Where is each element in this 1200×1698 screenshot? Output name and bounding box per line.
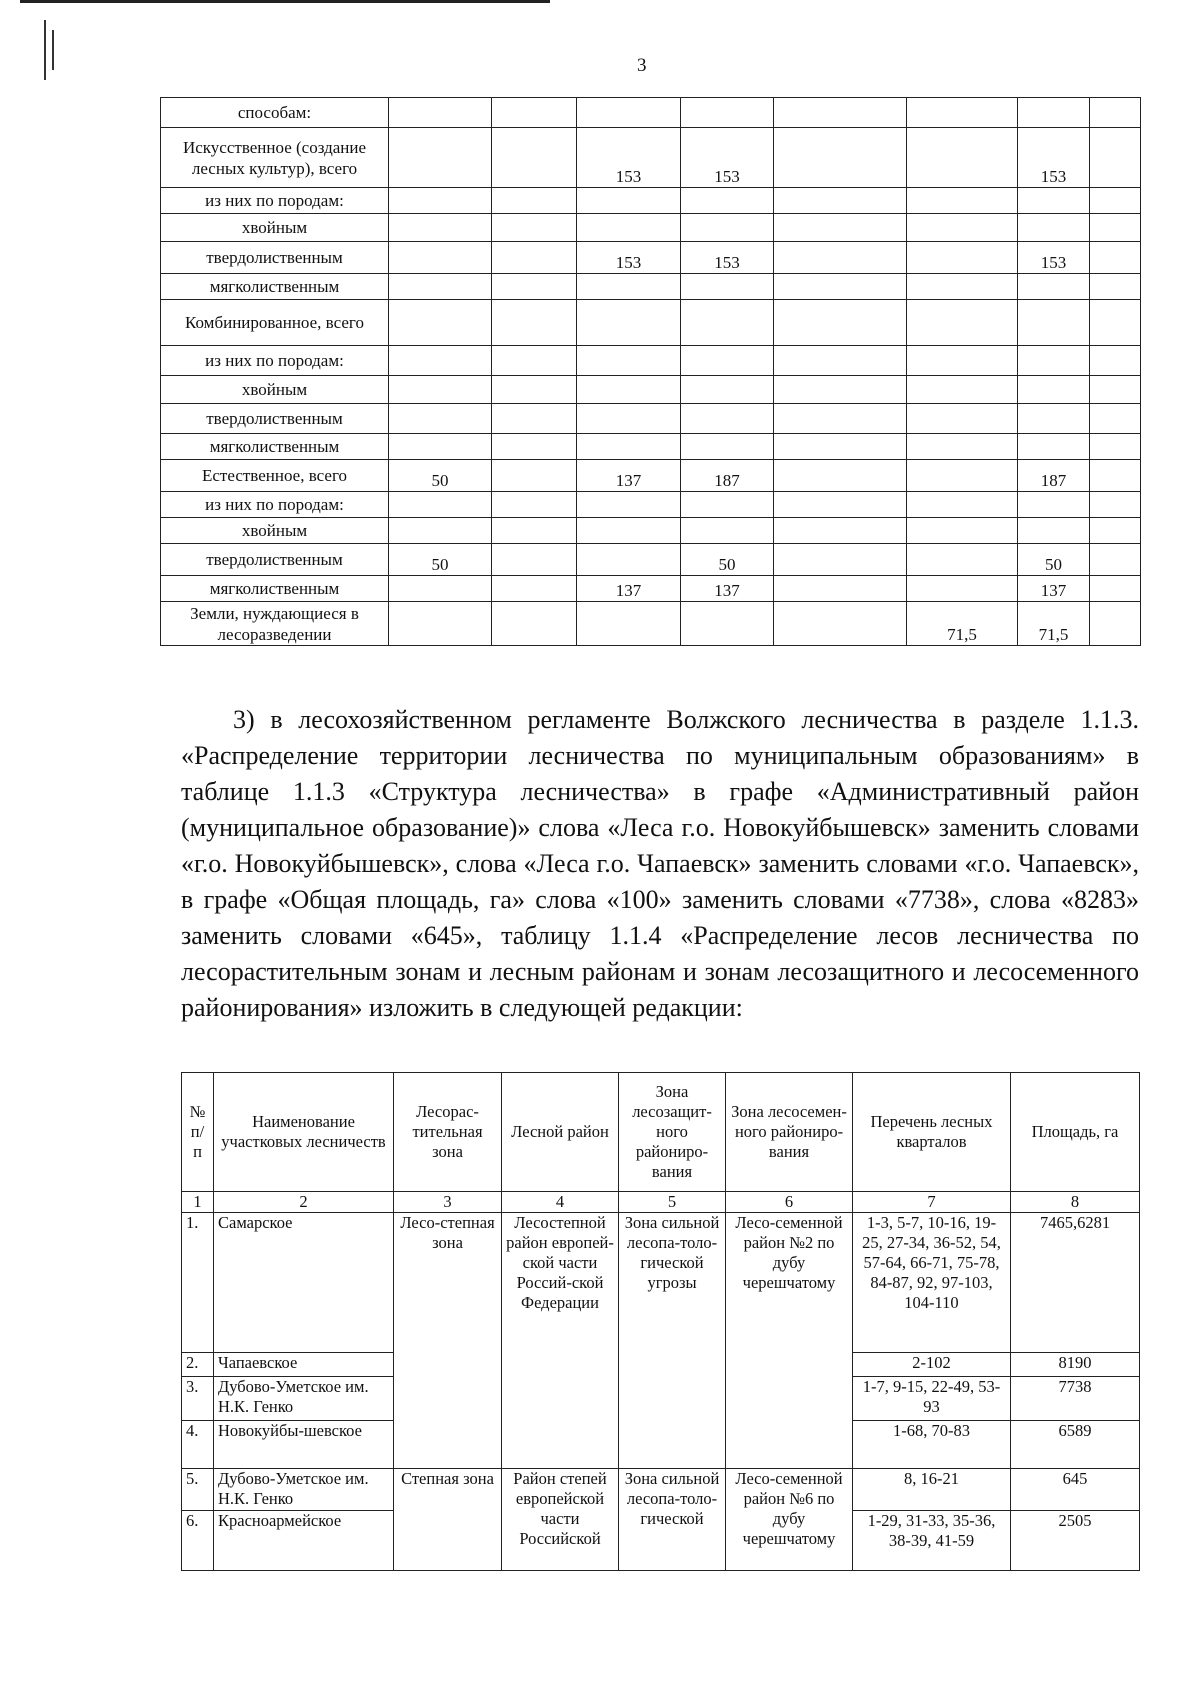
value-cell	[1090, 602, 1141, 646]
value-cell	[389, 346, 492, 376]
value-cell	[577, 404, 681, 434]
quarters-cell: 8, 16-21	[853, 1469, 1011, 1511]
value-cell	[492, 300, 577, 346]
seed-zone-cell: Лесо-семенной район №2 по дубу черешчатому	[726, 1213, 853, 1469]
header-cell: Наименование участковых лесничеств	[214, 1073, 394, 1192]
value-cell	[907, 576, 1018, 602]
value-cell	[492, 376, 577, 404]
value-cell	[1090, 460, 1141, 492]
value-cell: 187	[681, 460, 774, 492]
header-cell: Зона лесозащит-ного райониро-вания	[619, 1073, 726, 1192]
forest-region-cell: Район степей европейской части Российской	[502, 1469, 619, 1571]
value-cell	[389, 518, 492, 544]
value-cell	[907, 460, 1018, 492]
value-cell	[1090, 214, 1141, 242]
row-label: твердолиственным	[161, 242, 389, 274]
value-cell: 137	[577, 460, 681, 492]
row-label: из них по породам:	[161, 188, 389, 214]
area-cell: 7738	[1011, 1377, 1140, 1421]
value-cell	[389, 434, 492, 460]
header-cell: Лесной район	[502, 1073, 619, 1192]
reforestation-table	[160, 97, 1141, 646]
value-cell	[577, 434, 681, 460]
table-row	[161, 274, 1141, 300]
value-cell	[1018, 214, 1090, 242]
value-cell	[492, 128, 577, 188]
value-cell	[774, 300, 907, 346]
value-cell	[1090, 576, 1141, 602]
value-cell: 153	[577, 242, 681, 274]
amendment-text: 3) в лесохозяйственном регламенте Волжского лесничества в разделе 1.1.3. «Распределение территории лесничества по муниципальным образованиям» в таблице 1.1.3 «Структура лесничества» в графе «Административный район (муниципальное образование)» слова «Леса г.о. Новокуйбышевск» заменить словами «г.о. Новокуйбышевск», слова «Леса г.о. Чапаевск» заменить словами «г.о. Чапаевск», в графе «Общая площадь, га» слова «100» заменить словами «7738», слова «8283» заменить словами «645», таблицу 1.1.4 «Распределение лесов лесничества по лесорастительным зонам и лесным районам и зонам лесозащитного и лесосеменного районирования» изложить в следующей редакции:	[181, 705, 1139, 1022]
value-cell	[577, 518, 681, 544]
value-cell: 71,5	[1018, 602, 1090, 646]
value-cell	[1090, 98, 1141, 128]
value-cell	[1018, 518, 1090, 544]
quarters-cell: 1-7, 9-15, 22-49, 53-93	[853, 1377, 1011, 1421]
forestry-name: Чапаевское	[214, 1353, 394, 1377]
value-cell	[1090, 376, 1141, 404]
value-cell	[681, 492, 774, 518]
header-cell: Площадь, га	[1011, 1073, 1140, 1192]
value-cell	[577, 376, 681, 404]
value-cell	[907, 376, 1018, 404]
value-cell	[1018, 346, 1090, 376]
column-number-row	[182, 1192, 1140, 1213]
value-cell	[1018, 492, 1090, 518]
row-number: 1.	[182, 1213, 214, 1353]
quarters-cell: 1-68, 70-83	[853, 1421, 1011, 1469]
table-row	[161, 576, 1141, 602]
value-cell	[774, 376, 907, 404]
value-cell	[774, 460, 907, 492]
area-cell: 645	[1011, 1469, 1140, 1511]
value-cell	[492, 518, 577, 544]
value-cell	[492, 274, 577, 300]
row-label: хвойным	[161, 214, 389, 242]
value-cell: 137	[577, 576, 681, 602]
value-cell	[1090, 518, 1141, 544]
value-cell	[1090, 128, 1141, 188]
area-cell: 6589	[1011, 1421, 1140, 1469]
value-cell	[774, 242, 907, 274]
value-cell: 153	[1018, 128, 1090, 188]
forestry-name: Дубово-Уметское им. Н.К. Генко	[214, 1469, 394, 1511]
value-cell	[492, 98, 577, 128]
value-cell	[774, 544, 907, 576]
value-cell	[1090, 434, 1141, 460]
header-cell: Зона лесосемен-ного райониро-вания	[726, 1073, 853, 1192]
value-cell	[774, 602, 907, 646]
value-cell	[492, 544, 577, 576]
table-header-row	[182, 1073, 1140, 1192]
table-row	[161, 214, 1141, 242]
value-cell: 153	[1018, 242, 1090, 274]
value-cell	[774, 576, 907, 602]
column-number: 1	[182, 1192, 214, 1213]
value-cell	[389, 576, 492, 602]
value-cell	[492, 404, 577, 434]
row-label: Естественное, всего	[161, 460, 389, 492]
value-cell	[907, 98, 1018, 128]
value-cell	[389, 128, 492, 188]
value-cell: 50	[389, 544, 492, 576]
value-cell	[907, 544, 1018, 576]
row-label: Искусственное (создание лесных культур), всего	[161, 128, 389, 188]
table-row	[161, 300, 1141, 346]
protection-zone-cell: Зона сильной лесопа-толо-гической угрозы	[619, 1213, 726, 1469]
value-cell	[681, 434, 774, 460]
value-cell: 50	[389, 460, 492, 492]
value-cell	[1018, 376, 1090, 404]
value-cell	[774, 518, 907, 544]
column-number: 8	[1011, 1192, 1140, 1213]
value-cell	[1090, 300, 1141, 346]
value-cell	[577, 492, 681, 518]
value-cell	[774, 98, 907, 128]
value-cell	[907, 242, 1018, 274]
value-cell	[577, 214, 681, 242]
value-cell	[1090, 544, 1141, 576]
value-cell	[1090, 274, 1141, 300]
area-cell: 2505	[1011, 1511, 1140, 1571]
value-cell	[907, 346, 1018, 376]
value-cell	[774, 274, 907, 300]
table-row	[182, 1213, 1140, 1353]
value-cell	[774, 188, 907, 214]
value-cell	[681, 188, 774, 214]
value-cell	[1018, 188, 1090, 214]
header-cell: № п/ п	[182, 1073, 214, 1192]
value-cell	[577, 346, 681, 376]
table-row	[161, 434, 1141, 460]
value-cell: 187	[1018, 460, 1090, 492]
table-row	[161, 518, 1141, 544]
value-cell	[389, 492, 492, 518]
table-row	[161, 188, 1141, 214]
column-number: 5	[619, 1192, 726, 1213]
value-cell	[389, 188, 492, 214]
value-cell	[681, 98, 774, 128]
value-cell	[577, 188, 681, 214]
forest-zone-cell: Степная зона	[394, 1469, 502, 1571]
row-label: хвойным	[161, 518, 389, 544]
table-row	[161, 376, 1141, 404]
row-label: мягколиственным	[161, 434, 389, 460]
value-cell	[1090, 404, 1141, 434]
value-cell	[774, 128, 907, 188]
value-cell	[492, 576, 577, 602]
row-number: 3.	[182, 1377, 214, 1421]
value-cell	[1090, 188, 1141, 214]
value-cell	[907, 188, 1018, 214]
row-number: 5.	[182, 1469, 214, 1511]
value-cell: 137	[1018, 576, 1090, 602]
amendment-paragraph	[181, 702, 1139, 1026]
value-cell	[492, 434, 577, 460]
row-label: мягколиственным	[161, 274, 389, 300]
value-cell	[492, 492, 577, 518]
column-number: 6	[726, 1192, 853, 1213]
value-cell	[681, 346, 774, 376]
row-label: хвойным	[161, 376, 389, 404]
row-label: твердолиственным	[161, 544, 389, 576]
forestry-name: Дубово-Уметское им. Н.К. Генко	[214, 1377, 394, 1421]
top-border-line	[20, 0, 550, 3]
value-cell	[492, 242, 577, 274]
value-cell	[907, 300, 1018, 346]
value-cell	[774, 404, 907, 434]
row-number: 2.	[182, 1353, 214, 1377]
forest-distribution-table	[181, 1072, 1140, 1571]
forestry-name: Красноармейское	[214, 1511, 394, 1571]
value-cell: 50	[1018, 544, 1090, 576]
value-cell	[492, 214, 577, 242]
table-row	[182, 1469, 1140, 1511]
value-cell	[907, 128, 1018, 188]
value-cell	[389, 274, 492, 300]
quarters-cell: 1-3, 5-7, 10-16, 19-25, 27-34, 36-52, 54, 57-64, 66-71, 75-78, 84-87, 92, 97-103, 104-110	[853, 1213, 1011, 1353]
forestry-name: Самарское	[214, 1213, 394, 1353]
table-row	[161, 602, 1141, 646]
table-row	[161, 460, 1141, 492]
value-cell: 153	[577, 128, 681, 188]
margin-mark	[52, 30, 54, 70]
value-cell	[1090, 346, 1141, 376]
value-cell	[907, 492, 1018, 518]
row-number: 6.	[182, 1511, 214, 1571]
value-cell	[774, 214, 907, 242]
row-label: твердолиственным	[161, 404, 389, 434]
header-cell: Лесорас-тительная зона	[394, 1073, 502, 1192]
value-cell	[577, 544, 681, 576]
row-label: мягколиственным	[161, 576, 389, 602]
forest-region-cell: Лесостепной район европей-ской части Россий-ской Федерации	[502, 1213, 619, 1469]
header-cell: Перечень лесных кварталов	[853, 1073, 1011, 1192]
value-cell	[492, 602, 577, 646]
value-cell	[681, 518, 774, 544]
forestry-name: Новокуйбы-шевское	[214, 1421, 394, 1469]
protection-zone-cell: Зона сильной лесопа-толо-гической	[619, 1469, 726, 1571]
value-cell: 153	[681, 128, 774, 188]
value-cell	[492, 346, 577, 376]
value-cell	[907, 274, 1018, 300]
value-cell	[681, 300, 774, 346]
value-cell	[1018, 274, 1090, 300]
value-cell	[492, 188, 577, 214]
column-number: 7	[853, 1192, 1011, 1213]
row-label: Земли, нуждающиеся в лесоразведении	[161, 602, 389, 646]
table-row	[161, 242, 1141, 274]
value-cell	[681, 274, 774, 300]
value-cell	[577, 602, 681, 646]
table-row	[161, 346, 1141, 376]
column-number: 2	[214, 1192, 394, 1213]
value-cell	[907, 518, 1018, 544]
row-label: из них по породам:	[161, 492, 389, 518]
value-cell	[1018, 434, 1090, 460]
column-number: 3	[394, 1192, 502, 1213]
table-row	[161, 98, 1141, 128]
value-cell	[681, 376, 774, 404]
value-cell	[389, 242, 492, 274]
value-cell: 137	[681, 576, 774, 602]
row-label: способам:	[161, 98, 389, 128]
value-cell	[389, 300, 492, 346]
table-row	[161, 544, 1141, 576]
table-row	[161, 128, 1141, 188]
value-cell	[907, 434, 1018, 460]
value-cell	[492, 460, 577, 492]
value-cell	[1090, 242, 1141, 274]
value-cell	[907, 214, 1018, 242]
area-cell: 7465,6281	[1011, 1213, 1140, 1353]
page-number: 3	[637, 55, 647, 76]
value-cell	[907, 404, 1018, 434]
area-cell: 8190	[1011, 1353, 1140, 1377]
margin-mark	[44, 20, 46, 80]
value-cell	[577, 300, 681, 346]
row-label: из них по породам:	[161, 346, 389, 376]
value-cell	[389, 98, 492, 128]
table-row	[161, 492, 1141, 518]
value-cell	[389, 214, 492, 242]
value-cell	[774, 492, 907, 518]
value-cell: 71,5	[907, 602, 1018, 646]
row-number: 4.	[182, 1421, 214, 1469]
value-cell	[774, 346, 907, 376]
value-cell	[389, 376, 492, 404]
value-cell	[774, 434, 907, 460]
value-cell	[1018, 300, 1090, 346]
seed-zone-cell: Лесо-семенной район №6 по дубу черешчатому	[726, 1469, 853, 1571]
value-cell	[389, 404, 492, 434]
row-label: Комбинированное, всего	[161, 300, 389, 346]
value-cell: 50	[681, 544, 774, 576]
value-cell	[681, 404, 774, 434]
value-cell	[577, 274, 681, 300]
quarters-cell: 1-29, 31-33, 35-36, 38-39, 41-59	[853, 1511, 1011, 1571]
value-cell	[577, 98, 681, 128]
column-number: 4	[502, 1192, 619, 1213]
value-cell: 153	[681, 242, 774, 274]
value-cell	[389, 602, 492, 646]
quarters-cell: 2-102	[853, 1353, 1011, 1377]
value-cell	[1090, 492, 1141, 518]
value-cell	[1018, 404, 1090, 434]
forest-zone-cell: Лесо-степная зона	[394, 1213, 502, 1469]
table-row	[161, 404, 1141, 434]
value-cell	[681, 214, 774, 242]
value-cell	[681, 602, 774, 646]
value-cell	[1018, 98, 1090, 128]
